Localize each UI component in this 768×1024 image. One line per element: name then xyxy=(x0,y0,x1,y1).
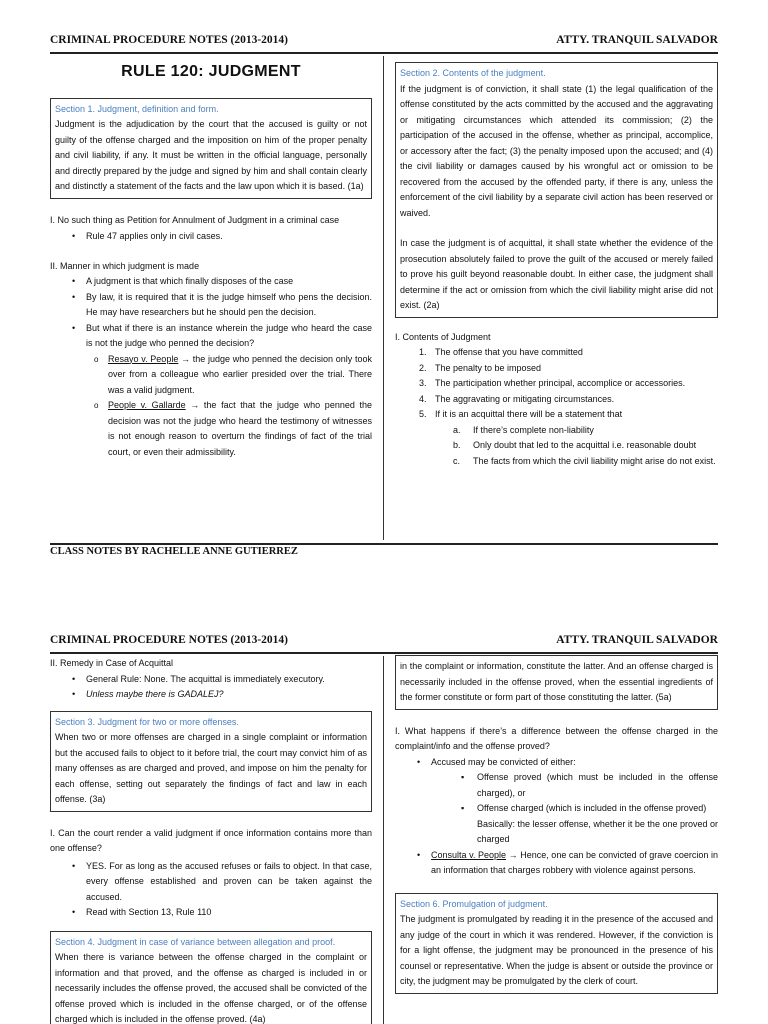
case-item xyxy=(94,352,372,399)
list-item: c. The facts from which the civil liability might arise do not exist. xyxy=(453,455,716,466)
header-rule xyxy=(50,652,718,654)
case-item xyxy=(94,398,372,460)
section-6-text: The judgment is promulgated by reading it in the presence of the accused and any judge of the court in which it was rendered. However, if the conviction is for a light offense, the judgment may be pronounced in the presence of his counsel or representative. When the judge is absent or outside the province or city, the judgment may be promulgated by the clerk of court. xyxy=(400,914,713,986)
list-item: 2. The penalty to be imposed xyxy=(419,362,542,373)
right-column xyxy=(395,62,718,469)
page-2 xyxy=(0,600,768,1024)
question-2-list xyxy=(417,755,718,879)
list-item: b. Only doubt that led to the acquittal i.e. reasonable doubt xyxy=(453,440,697,450)
list-item: a. If there’s complete non-liability xyxy=(453,424,594,435)
section-4-box xyxy=(50,931,372,1024)
list-item: • Unless maybe there is GADALEJ? xyxy=(72,687,372,703)
acquittal-list xyxy=(453,423,718,470)
section-6-box xyxy=(395,893,718,994)
section-5-continued-text: in the complaint or information, constitute the latter. And an offense charged is necessarily included in the offense proved, when the essential ingredients of the former constitute or form part of those constituting the latter. (5a) xyxy=(400,661,713,702)
case-name: People v. Gallarde xyxy=(108,400,186,410)
basically-note: Basically: the lesser offense, whether it be the one proved or charged xyxy=(477,818,718,844)
list-item: • Read with Section 13, Rule 110 xyxy=(72,905,372,921)
list-item-text: Accused may be convicted of either: xyxy=(431,756,576,767)
header-course-title: CRIMINAL PROCEDURE NOTES (2013-2014) xyxy=(50,634,288,646)
section-5-continued-box xyxy=(395,655,718,710)
list-item: 3. The participation whether principal, accomplice or accessories. xyxy=(419,378,686,388)
contents-list xyxy=(419,345,718,469)
section-2-text: If the judgment is of conviction, it shall state (1) the legal qualification of the offense constituted by the acts committed by the accused and the aggravating or mitigating circumstances which attended its commission; (2) the participation of the accused in the offense, whether as principal, accomplice, or accessory after the fact; (3) the penalty imposed upon the accused; and (4) the civil liability or damages caused by his wrongful act or omission to be recovered from the accused by the offended party, if there is any, unless the enforcement of the civil liability by a separate civil action has been reserved or waived. xyxy=(400,83,713,218)
list-item: 4. The aggravating or mitigating circumstances. xyxy=(419,393,615,404)
sub-list xyxy=(461,770,718,817)
column-divider xyxy=(383,56,384,540)
section-2-text-acquittal: In case the judgment is of acquittal, it shall state whether the evidence of the prosecution absolutely failed to prove the guilt of the accused or merely failed to prove his guilt beyond reasonable doubt. In either case, the judgment shall determine if the act or omission from which the civil liability might arise did not exist. (2a) xyxy=(400,238,713,310)
header-professor: ATTY. TRANQUIL SALVADOR xyxy=(556,634,718,646)
section-2-heading: Section 2. Contents of the judgment. xyxy=(400,68,546,78)
list-item: • YES. For as long as the accused refuses or fails to object. In that case, every offense established and proven can be taken against the accused. xyxy=(72,859,372,906)
section-4-text: When there is variance between the offense charged in the complaint or information and that proved, and the offense as charged is included in or necessarily includes the offense proved, the accused shall be convicted of the offense proved which is included in the offense charged, or of the offense charged which is included in the offense proved. (4a) xyxy=(55,952,367,1024)
list-item: • A judgment is that which finally disposes of the case xyxy=(72,274,372,290)
list-item: 5. If it is an acquittal there will be a statement that a. If there’s complete non-liability b. Only doubt that led to the acquittal i.e. reasonable doubt c. The facts from which the civil liability might arise do not exist. xyxy=(419,407,718,469)
list-item xyxy=(417,755,718,848)
page-header xyxy=(50,634,718,650)
section-2-box xyxy=(395,62,718,318)
remedy-list xyxy=(72,672,372,703)
section-3-box xyxy=(50,711,372,812)
page-header xyxy=(50,34,718,50)
rule-title: RULE 120: JUDGMENT xyxy=(121,63,301,80)
list-item: ▪ Offense charged (which is included in the offense proved) xyxy=(461,801,718,817)
header-rule xyxy=(50,52,718,54)
case-name: Resayo v. People xyxy=(108,353,179,364)
section-6-heading: Section 6. Promulgation of judgment. xyxy=(400,898,548,909)
question-1-list xyxy=(72,859,372,921)
case-list xyxy=(94,352,372,461)
note-i-heading: I. No such thing as Petition for Annulment of Judgment in a criminal case xyxy=(50,214,340,225)
case-text: → the fact that the judge who penned the decision was not the judge who heard the testimony of witnesses is not enough reason to overturn the findings of fact of the trial court, or even their admissibility. xyxy=(108,400,372,457)
note-ii-list xyxy=(72,274,372,460)
note-i-list xyxy=(72,229,372,245)
case-name: Consulta v. People xyxy=(431,849,507,860)
list-item: • Rule 47 applies only in civil cases. xyxy=(72,229,372,245)
contents-heading: I. Contents of Judgment xyxy=(395,331,491,342)
page-footer: CLASS NOTES BY RACHELLE ANNE GUTIERREZ xyxy=(50,546,298,557)
question-1: I. Can the court render a valid judgment if once information contains more than one offense? xyxy=(50,827,372,853)
remedy-heading: II. Remedy in Case of Acquittal xyxy=(50,658,174,668)
case-text: → the judge who penned the decision only took over from a colleague who earlier presided over the trial. There was a valid judgment. xyxy=(108,353,372,395)
left-column xyxy=(50,64,372,460)
list-item: 1. The offense that you have committed xyxy=(419,347,583,357)
list-item: • By law, it is required that it is the judge himself who pens the decision. He may have researchers but he should pen the decision. xyxy=(72,290,372,321)
list-item: • General Rule: None. The acquittal is immediately executory. xyxy=(72,672,372,688)
note-ii-heading: II. Manner in which judgment is made xyxy=(50,260,200,271)
left-column xyxy=(50,656,372,1024)
list-item: ▪ Offense proved (which must be included in the offense charged), or xyxy=(461,770,718,801)
list-item xyxy=(72,321,372,461)
header-professor: ATTY. TRANQUIL SALVADOR xyxy=(556,34,718,46)
section-1-heading: Section 1. Judgment, definition and form. xyxy=(55,103,219,114)
question-2: I. What happens if there’s a difference between the offense charged in the complaint/info and the offense proved? xyxy=(395,725,718,751)
column-divider xyxy=(383,656,384,1024)
section-3-text: When two or more offenses are charged in a single complaint or information but the accused fails to object to it before trial, the court may convict him of as many offenses as are charged and proved, and impose on him the penalty for each offense, setting out separately the findings of fact and law in each offense. (3a) xyxy=(55,732,367,804)
case-text: → Hence, one can be convicted of grave coercion in an information that charges robbery with violence against persons. xyxy=(431,849,718,875)
section-3-heading: Section 3. Judgment for two or more offenses. xyxy=(55,716,239,727)
list-item-text: But what if there is an instance wherein the judge who heard the case is not the judge who penned the decision? xyxy=(86,322,372,348)
section-4-heading: Section 4. Judgment in case of variance between allegation and proof. xyxy=(55,936,336,947)
case-item xyxy=(417,848,718,879)
section-1-box xyxy=(50,98,372,199)
footer-rule xyxy=(50,543,718,545)
header-course-title: CRIMINAL PROCEDURE NOTES (2013-2014) xyxy=(50,34,288,46)
right-column xyxy=(395,655,718,994)
section-1-text: Judgment is the adjudication by the court that the accused is guilty or not guilty of the offense charged and the imposition on him of the proper penalty and civil liability, if any. It must be written in the official language, personally and directly prepared by the judge and signed by him and shall contain clearly and distinctly a statement of the facts and the law upon which it is based. (1a) xyxy=(55,119,367,191)
